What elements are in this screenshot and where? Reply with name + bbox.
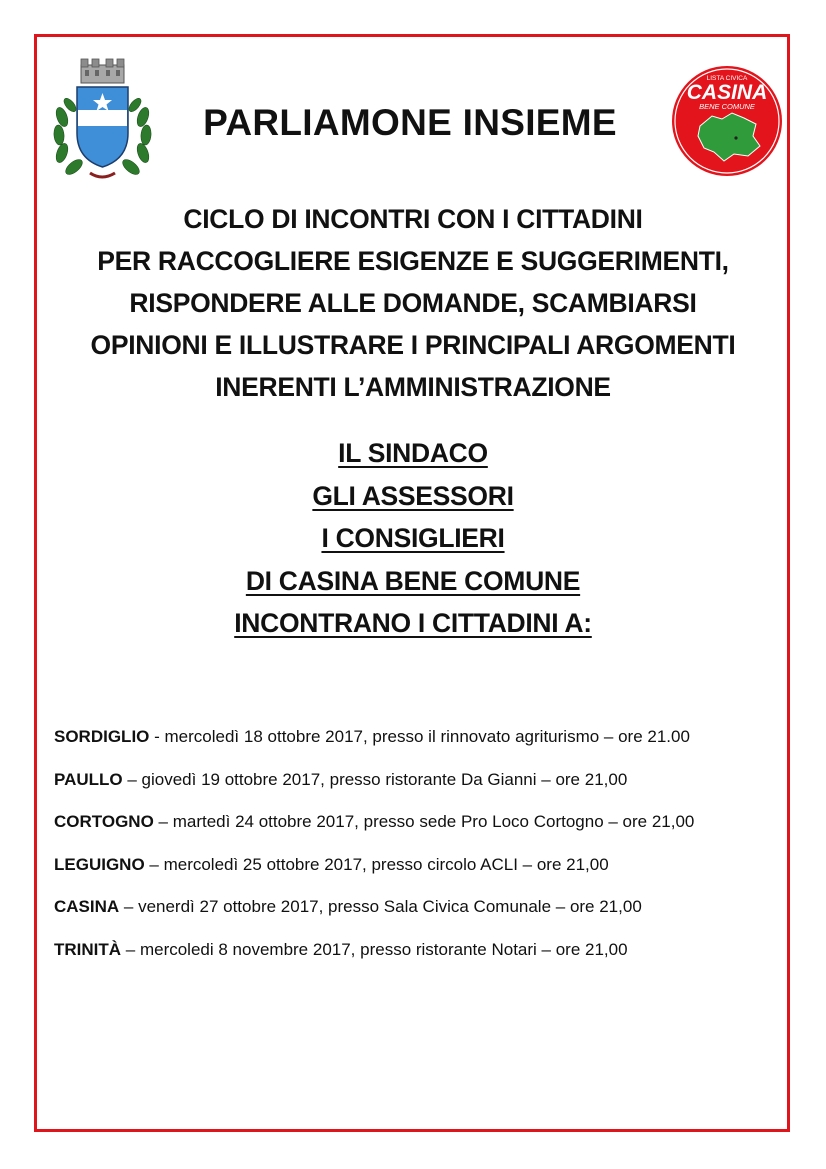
event-details: – mercoledi 8 novembre 2017, presso ristorante Notari – ore 21,00 <box>121 939 628 959</box>
event-details: - mercoledì 18 ottobre 2017, presso il rinnovato agriturismo – ore 21.00 <box>149 727 690 746</box>
event-details: – mercoledì 25 ottobre 2017, presso circolo ACLI – ore 21,00 <box>144 854 609 874</box>
event-place: CORTOGNO <box>54 812 154 832</box>
subtitle-line: PER RACCOGLIERE ESIGENZE E SUGGERIMENTI, <box>97 246 729 276</box>
event-details: – venerdì 27 ottobre 2017, presso Sala Civica Comunale – ore 21,00 <box>119 897 642 917</box>
subtitle-line: OPINIONI E ILLUSTRARE I PRINCIPALI ARGOMENTI <box>90 330 736 360</box>
logo-name: CASINA <box>686 81 768 104</box>
speaker-line: I CONSIGLIERI <box>321 523 505 553</box>
event-item <box>54 809 784 852</box>
municipal-crest-icon <box>50 55 155 183</box>
subtitle-block <box>40 198 786 408</box>
logo-tagline: BENE COMUNE <box>699 102 755 111</box>
event-list <box>54 724 784 980</box>
event-place: LEGUIGNO <box>54 854 145 874</box>
speaker-line: GLI ASSESSORI <box>312 480 514 511</box>
event-place: TRINITÀ <box>54 939 122 959</box>
event-place: PAULLO <box>54 769 123 789</box>
subtitle-line: CICLO DI INCONTRI CON I CITTADINI <box>183 204 643 234</box>
subtitle-line: INERENTI L’AMMINISTRAZIONE <box>215 372 611 402</box>
speaker-line: INCONTRANO I CITTADINI A: <box>234 608 592 638</box>
event-item <box>54 852 784 895</box>
subtitle-line: RISPONDERE ALLE DOMANDE, SCAMBIARSI <box>129 288 697 318</box>
speakers-block <box>40 432 786 645</box>
event-item <box>54 724 784 767</box>
event-place: CASINA <box>54 897 120 917</box>
event-item <box>54 894 784 937</box>
casina-bene-comune-logo-icon <box>670 64 784 178</box>
page-title: PARLIAMONE INSIEME <box>203 102 617 143</box>
event-item <box>54 767 784 810</box>
event-place: SORDIGLIO <box>54 727 150 746</box>
event-item <box>54 937 784 980</box>
logo-top-text: LISTA CIVICA <box>706 75 748 82</box>
speaker-line: DI CASINA BENE COMUNE <box>245 565 581 596</box>
event-details: – giovedì 19 ottobre 2017, presso ristorante Da Gianni – ore 21,00 <box>122 769 628 789</box>
event-details: – martedì 24 ottobre 2017, presso sede Pro Loco Cortogno – ore 21,00 <box>153 812 695 832</box>
speaker-line: IL SINDACO <box>338 438 488 468</box>
